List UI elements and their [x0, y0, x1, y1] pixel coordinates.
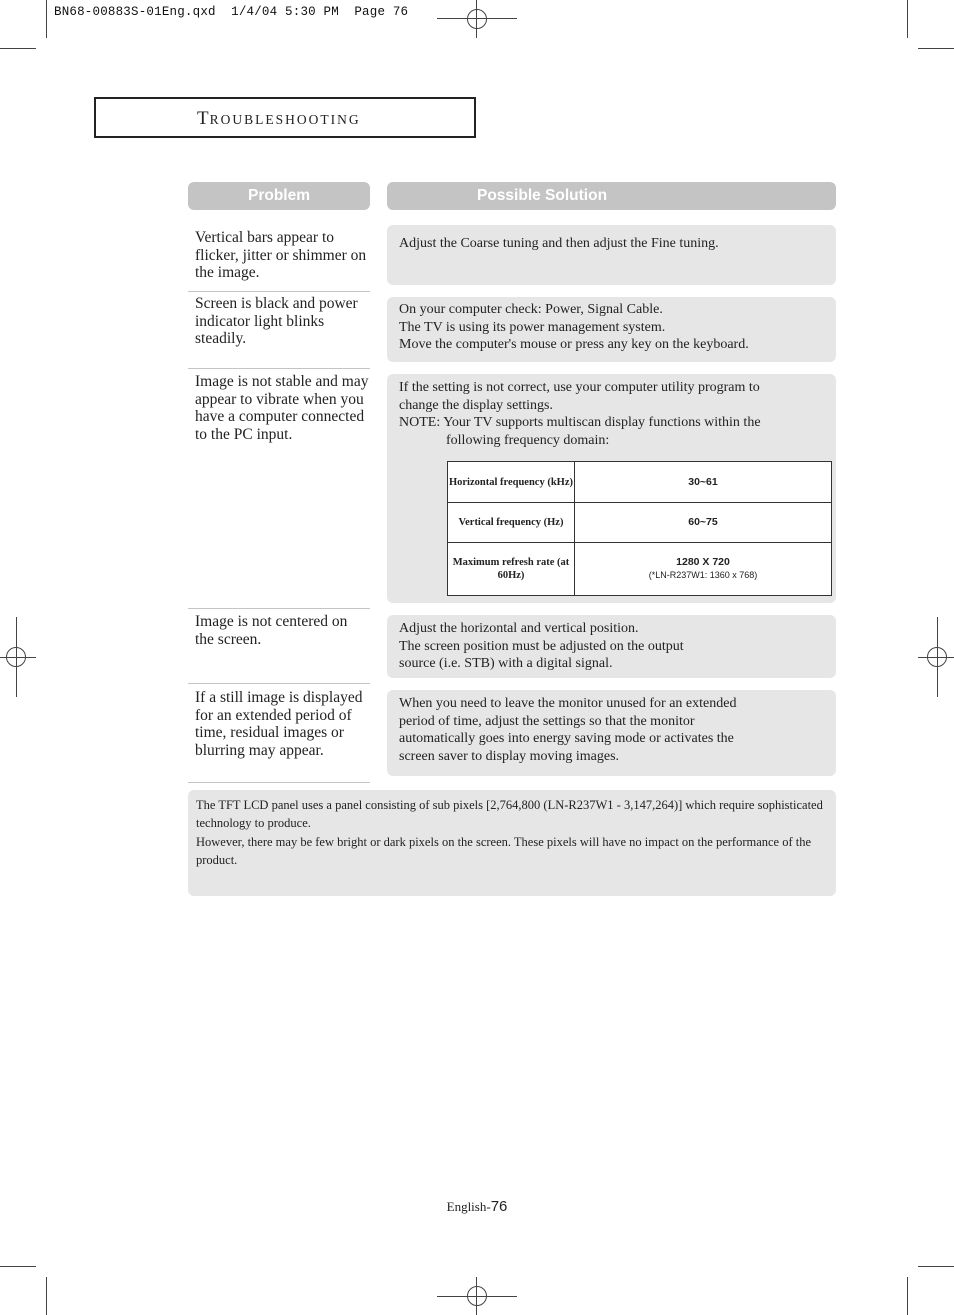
- solution-line: screen saver to display moving images.: [399, 748, 620, 764]
- solution-box: [387, 615, 836, 678]
- frequency-value-text: 60~75: [688, 516, 718, 528]
- lcd-pixel-note: [188, 790, 836, 896]
- solution-column-header: [387, 182, 836, 210]
- frequency-value: [575, 503, 832, 543]
- frequency-value: [575, 462, 832, 503]
- solution-line: Adjust the Coarse tuning and then adjust the Fine tuning.: [399, 236, 719, 251]
- row-divider: [188, 291, 370, 292]
- solution-column-header-label: Possible Solution: [477, 187, 608, 204]
- crop-mark: [907, 1277, 908, 1315]
- crop-mark: [918, 48, 954, 49]
- frequency-value: [575, 543, 832, 596]
- frequency-label: Maximum refresh rate (at 60Hz): [448, 543, 575, 596]
- problem-text: Vertical bars appear to flicker, jitter or shimmer on the image.: [195, 229, 367, 281]
- section-title: [197, 108, 361, 130]
- solution-line: If the setting is not correct, use your computer utility program to change the display settings.: [399, 380, 760, 413]
- frequency-row: [448, 503, 832, 543]
- solution-line: The TV is using its power management system.: [399, 319, 666, 335]
- row-divider: [188, 368, 370, 369]
- solution-line: The screen position must be adjusted on the output: [399, 638, 684, 654]
- problem-column-header: Problem: [188, 182, 370, 210]
- solution-line: source (i.e. STB) with a digital signal.: [399, 656, 613, 671]
- solution-line: Adjust the horizontal and vertical position.: [399, 621, 639, 636]
- frequency-table: [447, 461, 832, 596]
- registration-mark: [927, 647, 947, 667]
- crop-mark: [46, 1277, 47, 1315]
- solution-line: automatically goes into energy saving mode or activates the: [399, 731, 734, 746]
- solution-line: period of time, adjust the settings so that the monitor: [399, 713, 695, 729]
- frequency-label: Vertical frequency (Hz): [448, 503, 575, 543]
- section-title-rest: ROUBLESHOOTING: [209, 112, 361, 127]
- crop-mark: [918, 1266, 954, 1267]
- registration-mark: [6, 647, 26, 667]
- section-title-box: [94, 97, 476, 138]
- registration-mark: [467, 9, 487, 29]
- problem-text: Image is not centered on the screen.: [195, 613, 348, 648]
- solution-line: When you need to leave the monitor unused for an extended: [399, 696, 737, 711]
- note-paragraph: However, there may be few bright or dark pixels on the screen. These pixels will have no impact on the performance of the product.: [196, 834, 812, 867]
- note-paragraph: The TFT LCD panel uses a panel consisting of sub pixels [2,764,800 (LN-R237W1 - 3,147,264)] which require sophisticated technology to produce.: [196, 798, 823, 831]
- section-title-initial: T: [197, 108, 210, 129]
- solution-box: [387, 690, 836, 776]
- crop-mark: [0, 48, 36, 49]
- solution-line: following frequency domain:: [446, 432, 610, 448]
- solution-line: On your computer check: Power, Signal Cable.: [399, 302, 663, 317]
- row-divider: [188, 782, 370, 783]
- frequency-value-text: 1280 X 720: [676, 556, 730, 568]
- solution-line: NOTE: Your TV supports multiscan display functions within the: [399, 415, 761, 430]
- frequency-row: [448, 543, 832, 596]
- frequency-row: [448, 462, 832, 503]
- frequency-value-text: 30~61: [688, 475, 718, 488]
- problem-text: Screen is black and power indicator light blinks steadily.: [195, 295, 358, 347]
- frequency-label: Horizontal frequency (kHz): [448, 462, 575, 503]
- crop-mark: [907, 0, 908, 38]
- problem-text: Image is not stable and may appear to vibrate when you have a computer connected to the PC input.: [195, 373, 369, 443]
- row-divider: [188, 608, 370, 609]
- solution-box: [387, 374, 836, 603]
- page-number: 76: [490, 1198, 508, 1215]
- solution-line: Move the computer's mouse or press any key on the keyboard.: [399, 337, 749, 352]
- page-footer: [0, 1198, 954, 1215]
- frequency-value-footnote: (*LN-R237W1: 1360 x 768): [648, 570, 758, 580]
- problem-text: If a still image is displayed for an extended period of time, residual images or blurring may appear.: [195, 689, 363, 759]
- solution-box: [387, 297, 836, 362]
- print-slug: BN68-00883S-01Eng.qxd 1/4/04 5:30 PM Page 76: [54, 5, 409, 19]
- crop-mark: [46, 0, 47, 38]
- crop-mark: [0, 1266, 36, 1267]
- solution-box: [387, 225, 836, 285]
- row-divider: [188, 683, 370, 684]
- footer-language: English-: [446, 1199, 491, 1214]
- registration-mark: [467, 1286, 487, 1306]
